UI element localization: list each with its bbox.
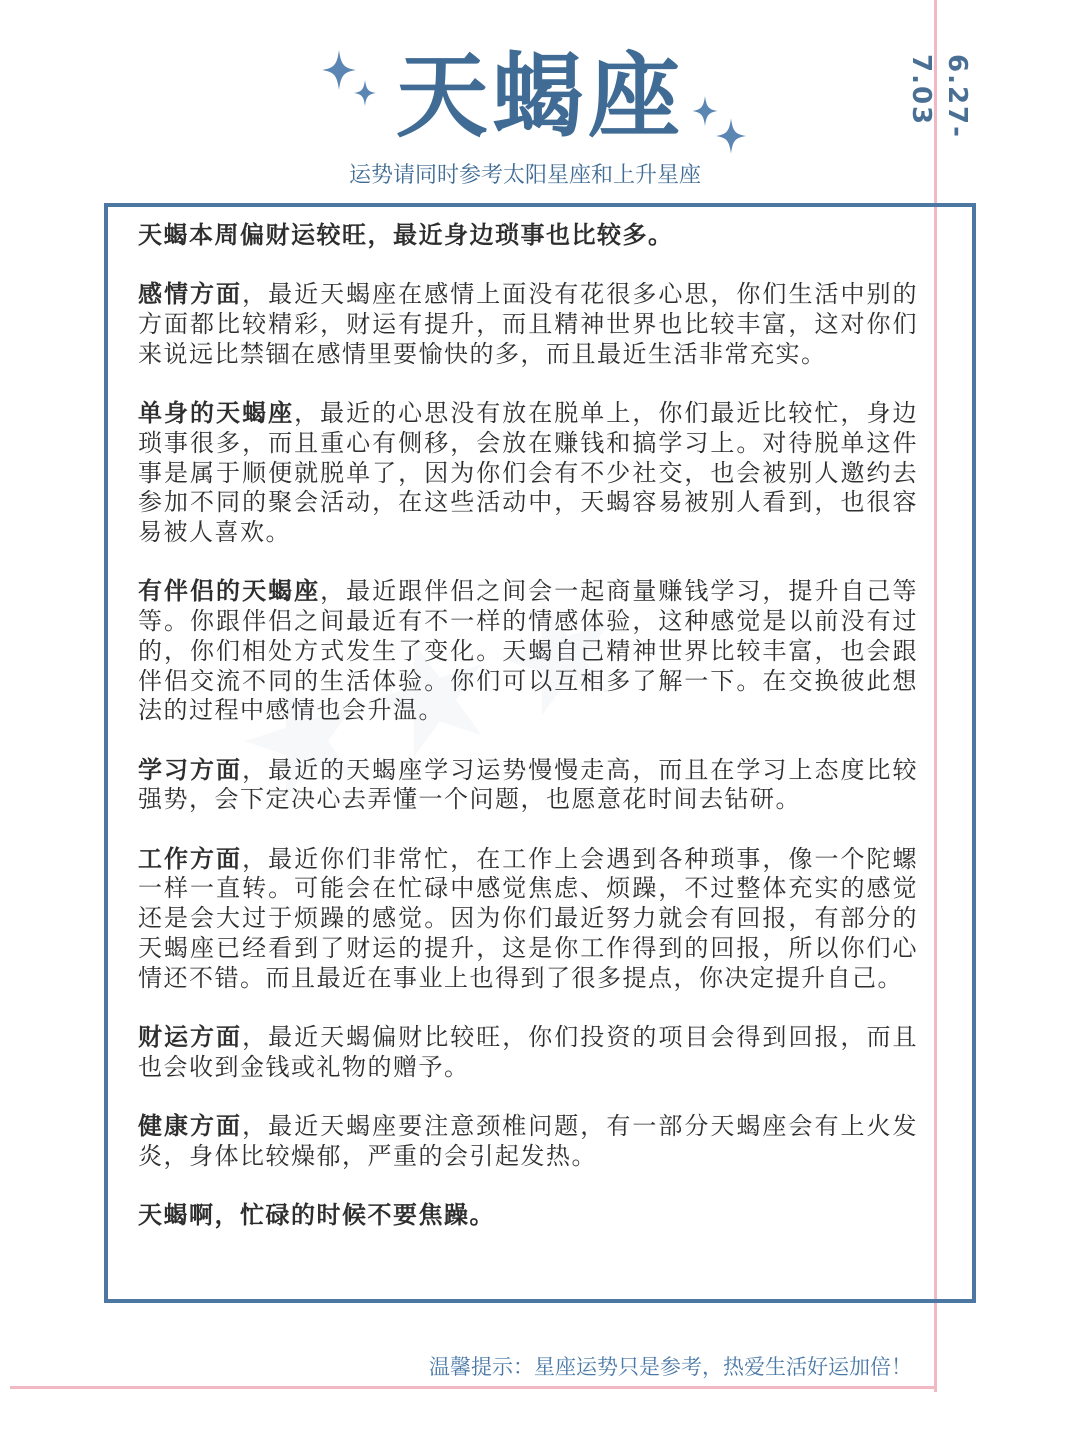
section-love: [138, 280, 918, 369]
section-text: ，最近的心思没有放在脱单上，你们最近比较忙，身边琐事很多，而且重心有侧移，会放在赚钱和搞学习上。对待脱单这件事是属于顺便就脱单了，因为你们会有不少社交，也会被别人邀约去参加不同的聚会活动，在这些活动中，天蝎容易被别人看到，也很容易被人喜欢。: [138, 399, 919, 546]
section-lead: 感情方面: [138, 280, 243, 309]
section-study: [138, 756, 918, 815]
section-partner: [138, 577, 918, 726]
section-text: ，最近天蝎座要注意颈椎问题，有一部分天蝎座会有上火发炎，身体比较燥郁，严重的会引起发热。: [138, 1111, 919, 1170]
section-health: [138, 1112, 918, 1171]
section-lead: 健康方面: [138, 1111, 243, 1140]
section-lead: 工作方面: [138, 844, 243, 873]
section-single: [138, 399, 918, 548]
section-lead: 单身的天蝎座: [138, 399, 295, 428]
closing-paragraph: 天蝎啊，忙碌的时候不要焦躁。: [138, 1201, 495, 1230]
section-wealth: [138, 1023, 918, 1082]
page-title: 天蝎座: [395, 43, 684, 150]
section-text: ，最近天蝎偏财比较旺，你们投资的项目会得到回报，而且也会收到金钱或礼物的赠予。: [138, 1022, 919, 1081]
content-body: [138, 221, 918, 1260]
section-lead: 有伴侣的天蝎座: [138, 577, 321, 606]
section-text: ，最近你们非常忙，在工作上会遇到各种琐事，像一个陀螺一样一直转。可能会在忙碌中感觉焦虑、烦躁，不过整体充实的感觉还是会大过于烦躁的感觉。因为你们最近努力就会有回报，有部分的天蝎座已经看到了财运的提升，这是你工作得到的回报，所以你们心情还不错。而且最近在事业上也得到了很多提点，你决定提升自己。: [138, 844, 919, 992]
section-lead: 学习方面: [138, 755, 243, 784]
section-work: [138, 845, 918, 994]
pink-horizontal-line: [10, 1386, 937, 1389]
intro-paragraph: 天蝎本周偏财运较旺，最近身边琐事也比较多。: [138, 221, 674, 249]
section-lead: 财运方面: [138, 1022, 243, 1051]
content-box: [104, 203, 976, 1303]
date-range: 6.27-7.03: [906, 54, 972, 139]
footer-tip: 温馨提示：星座运势只是参考，热爱生活好运加倍！: [429, 1355, 912, 1379]
section-text: ，最近的天蝎座学习运势慢慢走高，而且在学习上态度比较强势，会下定决心去弄懂一个问题，也愿意花时间去钻研。: [138, 755, 919, 814]
page-subtitle: 运势请同时参考太阳星座和上升星座: [348, 163, 701, 188]
section-text: ，最近跟伴侣之间会一起商量赚钱学习，提升自己等等。你跟伴侣之间最近有不一样的情感体验，这种感觉是以前没有过的，你们相处方式发生了变化。天蝎自己精神世界比较丰富，也会跟伴侣交流不同的生活体验。你们可以互相多了解一下。在交换彼此想法的过程中感情也会升温。: [138, 577, 919, 725]
section-text: ，最近天蝎座在感情上面没有花很多心思，你们生活中别的方面都比较精彩，财运有提升，而且精神世界也比较丰富，这对你们来说远比禁锢在感情里要愉快的多，而且最近生活非常充实。: [138, 280, 919, 368]
